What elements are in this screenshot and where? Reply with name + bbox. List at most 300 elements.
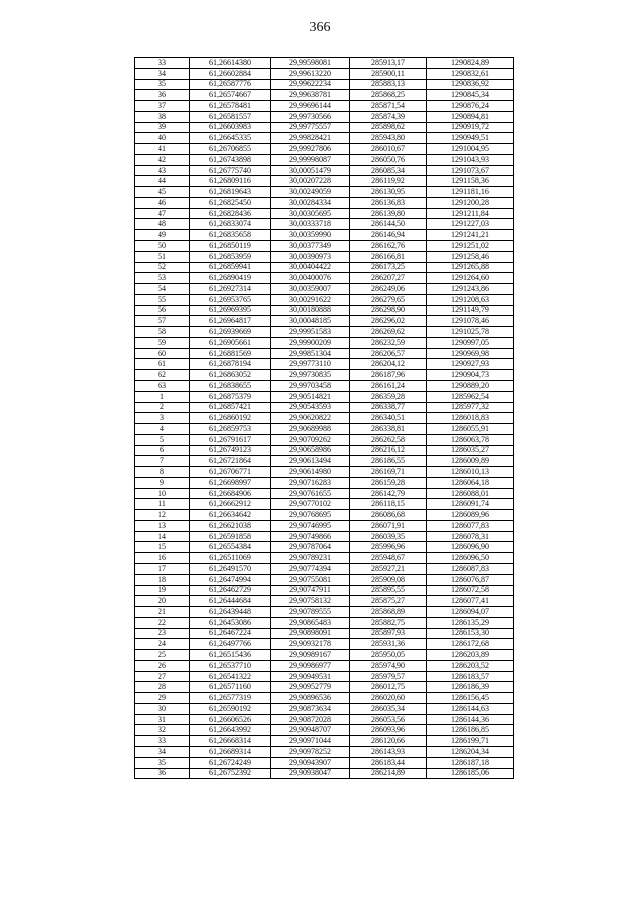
table-row xyxy=(135,230,514,241)
point-number-cell: 58 xyxy=(135,327,190,338)
y-coordinate-cell: 1286091,74 xyxy=(427,499,514,510)
table-row xyxy=(135,488,514,499)
x-coordinate-cell: 286118,15 xyxy=(350,499,427,510)
point-number-cell: 19 xyxy=(135,585,190,596)
table-row xyxy=(135,628,514,639)
point-number-cell: 8 xyxy=(135,467,190,478)
x-coordinate-cell: 285897,93 xyxy=(350,628,427,639)
longitude-cell: 29,99638781 xyxy=(271,90,350,101)
latitude-cell: 61,26857421 xyxy=(190,402,271,413)
point-number-cell: 50 xyxy=(135,241,190,252)
x-coordinate-cell: 285909,08 xyxy=(350,574,427,585)
coordinates-table xyxy=(134,57,514,779)
latitude-cell: 61,26662912 xyxy=(190,499,271,510)
point-number-cell: 63 xyxy=(135,380,190,391)
point-number-cell: 46 xyxy=(135,197,190,208)
longitude-cell: 30,00180888 xyxy=(271,305,350,316)
latitude-cell: 61,26775740 xyxy=(190,165,271,176)
x-coordinate-cell: 286161,24 xyxy=(350,380,427,391)
x-coordinate-cell: 285882,75 xyxy=(350,617,427,628)
latitude-cell: 61,26571160 xyxy=(190,682,271,693)
latitude-cell: 61,26875379 xyxy=(190,391,271,402)
point-number-cell: 47 xyxy=(135,208,190,219)
point-number-cell: 24 xyxy=(135,639,190,650)
table-row xyxy=(135,68,514,79)
x-coordinate-cell: 285868,25 xyxy=(350,90,427,101)
x-coordinate-cell: 285895,55 xyxy=(350,585,427,596)
longitude-cell: 30,00359990 xyxy=(271,230,350,241)
latitude-cell: 61,26706855 xyxy=(190,144,271,155)
y-coordinate-cell: 1286018,83 xyxy=(427,413,514,424)
x-coordinate-cell: 286214,89 xyxy=(350,768,427,779)
latitude-cell: 61,26698997 xyxy=(190,477,271,488)
longitude-cell: 29,90746995 xyxy=(271,520,350,531)
point-number-cell: 27 xyxy=(135,671,190,682)
longitude-cell: 29,90949531 xyxy=(271,671,350,682)
point-number-cell: 3 xyxy=(135,413,190,424)
x-coordinate-cell: 285898,62 xyxy=(350,122,427,133)
latitude-cell: 61,26684906 xyxy=(190,488,271,499)
y-coordinate-cell: 1286078,31 xyxy=(427,531,514,542)
y-coordinate-cell: 1286088,01 xyxy=(427,488,514,499)
point-number-cell: 35 xyxy=(135,757,190,768)
latitude-cell: 61,26541322 xyxy=(190,671,271,682)
longitude-cell: 29,99696144 xyxy=(271,101,350,112)
longitude-cell: 29,90789231 xyxy=(271,553,350,564)
table-row xyxy=(135,154,514,165)
point-number-cell: 42 xyxy=(135,154,190,165)
table-row xyxy=(135,617,514,628)
latitude-cell: 61,26554384 xyxy=(190,542,271,553)
x-coordinate-cell: 286146,94 xyxy=(350,230,427,241)
latitude-cell: 61,26511069 xyxy=(190,553,271,564)
x-coordinate-cell: 286053,56 xyxy=(350,714,427,725)
y-coordinate-cell: 1286077,41 xyxy=(427,596,514,607)
y-coordinate-cell: 1290969,98 xyxy=(427,348,514,359)
x-coordinate-cell: 285900,11 xyxy=(350,68,427,79)
coordinates-table-body xyxy=(135,58,514,779)
x-coordinate-cell: 286139,80 xyxy=(350,208,427,219)
latitude-cell: 61,26444684 xyxy=(190,596,271,607)
y-coordinate-cell: 1290832,61 xyxy=(427,68,514,79)
y-coordinate-cell: 1286063,78 xyxy=(427,434,514,445)
table-row xyxy=(135,585,514,596)
y-coordinate-cell: 1291243,86 xyxy=(427,284,514,295)
x-coordinate-cell: 286296,02 xyxy=(350,316,427,327)
table-row xyxy=(135,133,514,144)
x-coordinate-cell: 286093,96 xyxy=(350,725,427,736)
table-row xyxy=(135,402,514,413)
latitude-cell: 61,26953765 xyxy=(190,294,271,305)
longitude-cell: 29,90543593 xyxy=(271,402,350,413)
table-row xyxy=(135,348,514,359)
latitude-cell: 61,26634642 xyxy=(190,510,271,521)
latitude-cell: 61,26577319 xyxy=(190,693,271,704)
longitude-cell: 29,90758132 xyxy=(271,596,350,607)
latitude-cell: 61,26939669 xyxy=(190,327,271,338)
point-number-cell: 62 xyxy=(135,370,190,381)
y-coordinate-cell: 1286186,85 xyxy=(427,725,514,736)
point-number-cell: 9 xyxy=(135,477,190,488)
y-coordinate-cell: 1286183,57 xyxy=(427,671,514,682)
point-number-cell: 26 xyxy=(135,660,190,671)
point-number-cell: 33 xyxy=(135,58,190,69)
table-row xyxy=(135,596,514,607)
point-number-cell: 16 xyxy=(135,553,190,564)
y-coordinate-cell: 1286135,29 xyxy=(427,617,514,628)
x-coordinate-cell: 286279,65 xyxy=(350,294,427,305)
longitude-cell: 29,99998087 xyxy=(271,154,350,165)
longitude-cell: 29,90943907 xyxy=(271,757,350,768)
x-coordinate-cell: 286249,06 xyxy=(350,284,427,295)
latitude-cell: 61,26853959 xyxy=(190,251,271,262)
x-coordinate-cell: 285943,80 xyxy=(350,133,427,144)
longitude-cell: 29,99851304 xyxy=(271,348,350,359)
y-coordinate-cell: 1290997,05 xyxy=(427,337,514,348)
latitude-cell: 61,26743898 xyxy=(190,154,271,165)
longitude-cell: 29,90971044 xyxy=(271,736,350,747)
x-coordinate-cell: 286142,79 xyxy=(350,488,427,499)
table-row xyxy=(135,380,514,391)
longitude-cell: 29,90787064 xyxy=(271,542,350,553)
table-row xyxy=(135,499,514,510)
y-coordinate-cell: 1290927,93 xyxy=(427,359,514,370)
table-row xyxy=(135,413,514,424)
x-coordinate-cell: 285974,90 xyxy=(350,660,427,671)
x-coordinate-cell: 285868,89 xyxy=(350,607,427,618)
table-row xyxy=(135,682,514,693)
longitude-cell: 30,00377349 xyxy=(271,241,350,252)
point-number-cell: 56 xyxy=(135,305,190,316)
table-row xyxy=(135,122,514,133)
y-coordinate-cell: 1286035,27 xyxy=(427,445,514,456)
table-row xyxy=(135,219,514,230)
table-row xyxy=(135,736,514,747)
y-coordinate-cell: 1286203,52 xyxy=(427,660,514,671)
latitude-cell: 61,26453086 xyxy=(190,617,271,628)
table-row xyxy=(135,251,514,262)
x-coordinate-cell: 286338,81 xyxy=(350,424,427,435)
table-row xyxy=(135,574,514,585)
latitude-cell: 61,26606526 xyxy=(190,714,271,725)
latitude-cell: 61,26860192 xyxy=(190,413,271,424)
x-coordinate-cell: 286143,93 xyxy=(350,747,427,758)
table-row xyxy=(135,607,514,618)
longitude-cell: 30,00207228 xyxy=(271,176,350,187)
longitude-cell: 30,00284334 xyxy=(271,197,350,208)
point-number-cell: 34 xyxy=(135,68,190,79)
x-coordinate-cell: 285948,67 xyxy=(350,553,427,564)
longitude-cell: 29,90774394 xyxy=(271,563,350,574)
y-coordinate-cell: 1286094,07 xyxy=(427,607,514,618)
longitude-cell: 29,90749866 xyxy=(271,531,350,542)
table-row xyxy=(135,187,514,198)
latitude-cell: 61,26587776 xyxy=(190,79,271,90)
longitude-cell: 29,90952779 xyxy=(271,682,350,693)
latitude-cell: 61,26964817 xyxy=(190,316,271,327)
x-coordinate-cell: 286136,83 xyxy=(350,197,427,208)
point-number-cell: 34 xyxy=(135,747,190,758)
latitude-cell: 61,26439448 xyxy=(190,607,271,618)
latitude-cell: 61,26614380 xyxy=(190,58,271,69)
latitude-cell: 61,26591858 xyxy=(190,531,271,542)
longitude-cell: 29,90613494 xyxy=(271,456,350,467)
y-coordinate-cell: 1291241,21 xyxy=(427,230,514,241)
y-coordinate-cell: 1286087,83 xyxy=(427,563,514,574)
y-coordinate-cell: 1286172,68 xyxy=(427,639,514,650)
table-row xyxy=(135,660,514,671)
y-coordinate-cell: 1286156,45 xyxy=(427,693,514,704)
x-coordinate-cell: 285913,17 xyxy=(350,58,427,69)
x-coordinate-cell: 286010,67 xyxy=(350,144,427,155)
y-coordinate-cell: 1286077,83 xyxy=(427,520,514,531)
point-number-cell: 4 xyxy=(135,424,190,435)
y-coordinate-cell: 1286199,71 xyxy=(427,736,514,747)
y-coordinate-cell: 1285962,54 xyxy=(427,391,514,402)
y-coordinate-cell: 1291265,88 xyxy=(427,262,514,273)
latitude-cell: 61,26467224 xyxy=(190,628,271,639)
longitude-cell: 29,90709262 xyxy=(271,434,350,445)
point-number-cell: 45 xyxy=(135,187,190,198)
point-number-cell: 28 xyxy=(135,682,190,693)
table-row xyxy=(135,553,514,564)
point-number-cell: 37 xyxy=(135,101,190,112)
point-number-cell: 53 xyxy=(135,273,190,284)
latitude-cell: 61,26838655 xyxy=(190,380,271,391)
x-coordinate-cell: 286085,34 xyxy=(350,165,427,176)
table-row xyxy=(135,294,514,305)
y-coordinate-cell: 1291004,95 xyxy=(427,144,514,155)
longitude-cell: 30,00291622 xyxy=(271,294,350,305)
y-coordinate-cell: 1286072,58 xyxy=(427,585,514,596)
longitude-cell: 29,90770102 xyxy=(271,499,350,510)
table-row xyxy=(135,703,514,714)
longitude-cell: 29,99927806 xyxy=(271,144,350,155)
table-row xyxy=(135,176,514,187)
latitude-cell: 61,26689314 xyxy=(190,747,271,758)
x-coordinate-cell: 286359,28 xyxy=(350,391,427,402)
latitude-cell: 61,26721864 xyxy=(190,456,271,467)
point-number-cell: 5 xyxy=(135,434,190,445)
longitude-cell: 29,99828421 xyxy=(271,133,350,144)
table-row xyxy=(135,111,514,122)
point-number-cell: 7 xyxy=(135,456,190,467)
y-coordinate-cell: 1286185,06 xyxy=(427,768,514,779)
x-coordinate-cell: 286173,25 xyxy=(350,262,427,273)
point-number-cell: 49 xyxy=(135,230,190,241)
table-row xyxy=(135,693,514,704)
longitude-cell: 29,90989167 xyxy=(271,650,350,661)
longitude-cell: 29,99775557 xyxy=(271,122,350,133)
longitude-cell: 30,00305695 xyxy=(271,208,350,219)
y-coordinate-cell: 1286096,90 xyxy=(427,542,514,553)
y-coordinate-cell: 1291208,63 xyxy=(427,294,514,305)
table-row xyxy=(135,531,514,542)
y-coordinate-cell: 1286064,18 xyxy=(427,477,514,488)
table-row xyxy=(135,316,514,327)
table-row xyxy=(135,90,514,101)
longitude-cell: 29,90689988 xyxy=(271,424,350,435)
page-number: 366 xyxy=(309,20,331,35)
table-row xyxy=(135,747,514,758)
y-coordinate-cell: 1286055,91 xyxy=(427,424,514,435)
latitude-cell: 61,26819643 xyxy=(190,187,271,198)
table-row xyxy=(135,241,514,252)
x-coordinate-cell: 286338,77 xyxy=(350,402,427,413)
latitude-cell: 61,26462729 xyxy=(190,585,271,596)
table-row xyxy=(135,305,514,316)
table-row xyxy=(135,391,514,402)
table-row xyxy=(135,650,514,661)
latitude-cell: 61,26752392 xyxy=(190,768,271,779)
point-number-cell: 13 xyxy=(135,520,190,531)
latitude-cell: 61,26724249 xyxy=(190,757,271,768)
longitude-cell: 29,99773110 xyxy=(271,359,350,370)
table-row xyxy=(135,467,514,478)
point-number-cell: 60 xyxy=(135,348,190,359)
longitude-cell: 29,90761655 xyxy=(271,488,350,499)
x-coordinate-cell: 286120,66 xyxy=(350,736,427,747)
x-coordinate-cell: 286166,81 xyxy=(350,251,427,262)
table-row xyxy=(135,262,514,273)
y-coordinate-cell: 1290949,51 xyxy=(427,133,514,144)
x-coordinate-cell: 285950,05 xyxy=(350,650,427,661)
point-number-cell: 38 xyxy=(135,111,190,122)
point-number-cell: 14 xyxy=(135,531,190,542)
table-row xyxy=(135,445,514,456)
y-coordinate-cell: 1290889,20 xyxy=(427,380,514,391)
x-coordinate-cell: 286159,28 xyxy=(350,477,427,488)
table-row xyxy=(135,714,514,725)
y-coordinate-cell: 1290919,72 xyxy=(427,122,514,133)
longitude-cell: 29,99730566 xyxy=(271,111,350,122)
x-coordinate-cell: 286183,44 xyxy=(350,757,427,768)
latitude-cell: 61,26809116 xyxy=(190,176,271,187)
longitude-cell: 29,90747911 xyxy=(271,585,350,596)
y-coordinate-cell: 1286203,89 xyxy=(427,650,514,661)
longitude-cell: 29,90873634 xyxy=(271,703,350,714)
point-number-cell: 40 xyxy=(135,133,190,144)
longitude-cell: 29,90898091 xyxy=(271,628,350,639)
longitude-cell: 29,90978252 xyxy=(271,747,350,758)
x-coordinate-cell: 286050,76 xyxy=(350,154,427,165)
latitude-cell: 61,26581557 xyxy=(190,111,271,122)
x-coordinate-cell: 286035,34 xyxy=(350,703,427,714)
x-coordinate-cell: 286119,92 xyxy=(350,176,427,187)
point-number-cell: 17 xyxy=(135,563,190,574)
latitude-cell: 61,26828436 xyxy=(190,208,271,219)
point-number-cell: 52 xyxy=(135,262,190,273)
y-coordinate-cell: 1286089,96 xyxy=(427,510,514,521)
x-coordinate-cell: 286071,91 xyxy=(350,520,427,531)
y-coordinate-cell: 1290904,73 xyxy=(427,370,514,381)
longitude-cell: 29,90896536 xyxy=(271,693,350,704)
y-coordinate-cell: 1290876,24 xyxy=(427,101,514,112)
latitude-cell: 61,26859753 xyxy=(190,424,271,435)
x-coordinate-cell: 286232,59 xyxy=(350,337,427,348)
point-number-cell: 35 xyxy=(135,79,190,90)
y-coordinate-cell: 1286144,36 xyxy=(427,714,514,725)
table-row xyxy=(135,79,514,90)
table-row xyxy=(135,101,514,112)
x-coordinate-cell: 286187,96 xyxy=(350,370,427,381)
table-row xyxy=(135,337,514,348)
longitude-cell: 29,90658986 xyxy=(271,445,350,456)
latitude-cell: 61,26621038 xyxy=(190,520,271,531)
y-coordinate-cell: 1291043,93 xyxy=(427,154,514,165)
y-coordinate-cell: 1291227,03 xyxy=(427,219,514,230)
y-coordinate-cell: 1291258,46 xyxy=(427,251,514,262)
latitude-cell: 61,26578481 xyxy=(190,101,271,112)
point-number-cell: 23 xyxy=(135,628,190,639)
point-number-cell: 22 xyxy=(135,617,190,628)
point-number-cell: 21 xyxy=(135,607,190,618)
latitude-cell: 61,26749123 xyxy=(190,445,271,456)
latitude-cell: 61,26537710 xyxy=(190,660,271,671)
point-number-cell: 11 xyxy=(135,499,190,510)
x-coordinate-cell: 286262,58 xyxy=(350,434,427,445)
point-number-cell: 15 xyxy=(135,542,190,553)
x-coordinate-cell: 286086,68 xyxy=(350,510,427,521)
x-coordinate-cell: 285875,27 xyxy=(350,596,427,607)
latitude-cell: 61,26905661 xyxy=(190,337,271,348)
y-coordinate-cell: 1290845,34 xyxy=(427,90,514,101)
table-row xyxy=(135,273,514,284)
longitude-cell: 30,00249059 xyxy=(271,187,350,198)
latitude-cell: 61,26645335 xyxy=(190,133,271,144)
latitude-cell: 61,26491570 xyxy=(190,563,271,574)
longitude-cell: 29,99598081 xyxy=(271,58,350,69)
point-number-cell: 61 xyxy=(135,359,190,370)
latitude-cell: 61,26791617 xyxy=(190,434,271,445)
y-coordinate-cell: 1291073,67 xyxy=(427,165,514,176)
x-coordinate-cell: 286207,27 xyxy=(350,273,427,284)
table-row xyxy=(135,520,514,531)
longitude-cell: 29,90872028 xyxy=(271,714,350,725)
latitude-cell: 61,26833074 xyxy=(190,219,271,230)
point-number-cell: 30 xyxy=(135,703,190,714)
table-row xyxy=(135,757,514,768)
table-row xyxy=(135,359,514,370)
x-coordinate-cell: 286216,12 xyxy=(350,445,427,456)
point-number-cell: 32 xyxy=(135,725,190,736)
y-coordinate-cell: 1291264,60 xyxy=(427,273,514,284)
longitude-cell: 29,90986977 xyxy=(271,660,350,671)
longitude-cell: 29,90938047 xyxy=(271,768,350,779)
point-number-cell: 18 xyxy=(135,574,190,585)
y-coordinate-cell: 1291251,02 xyxy=(427,241,514,252)
x-coordinate-cell: 286206,57 xyxy=(350,348,427,359)
table-row xyxy=(135,144,514,155)
longitude-cell: 29,90755081 xyxy=(271,574,350,585)
latitude-cell: 61,26602884 xyxy=(190,68,271,79)
point-number-cell: 6 xyxy=(135,445,190,456)
table-row xyxy=(135,327,514,338)
point-number-cell: 51 xyxy=(135,251,190,262)
table-row xyxy=(135,768,514,779)
x-coordinate-cell: 285874,39 xyxy=(350,111,427,122)
longitude-cell: 30,00051479 xyxy=(271,165,350,176)
point-number-cell: 44 xyxy=(135,176,190,187)
x-coordinate-cell: 286130,95 xyxy=(350,187,427,198)
x-coordinate-cell: 286144,50 xyxy=(350,219,427,230)
y-coordinate-cell: 1286187,18 xyxy=(427,757,514,768)
table-row xyxy=(135,424,514,435)
point-number-cell: 29 xyxy=(135,693,190,704)
y-coordinate-cell: 1290824,89 xyxy=(427,58,514,69)
latitude-cell: 61,26590192 xyxy=(190,703,271,714)
y-coordinate-cell: 1286096,50 xyxy=(427,553,514,564)
